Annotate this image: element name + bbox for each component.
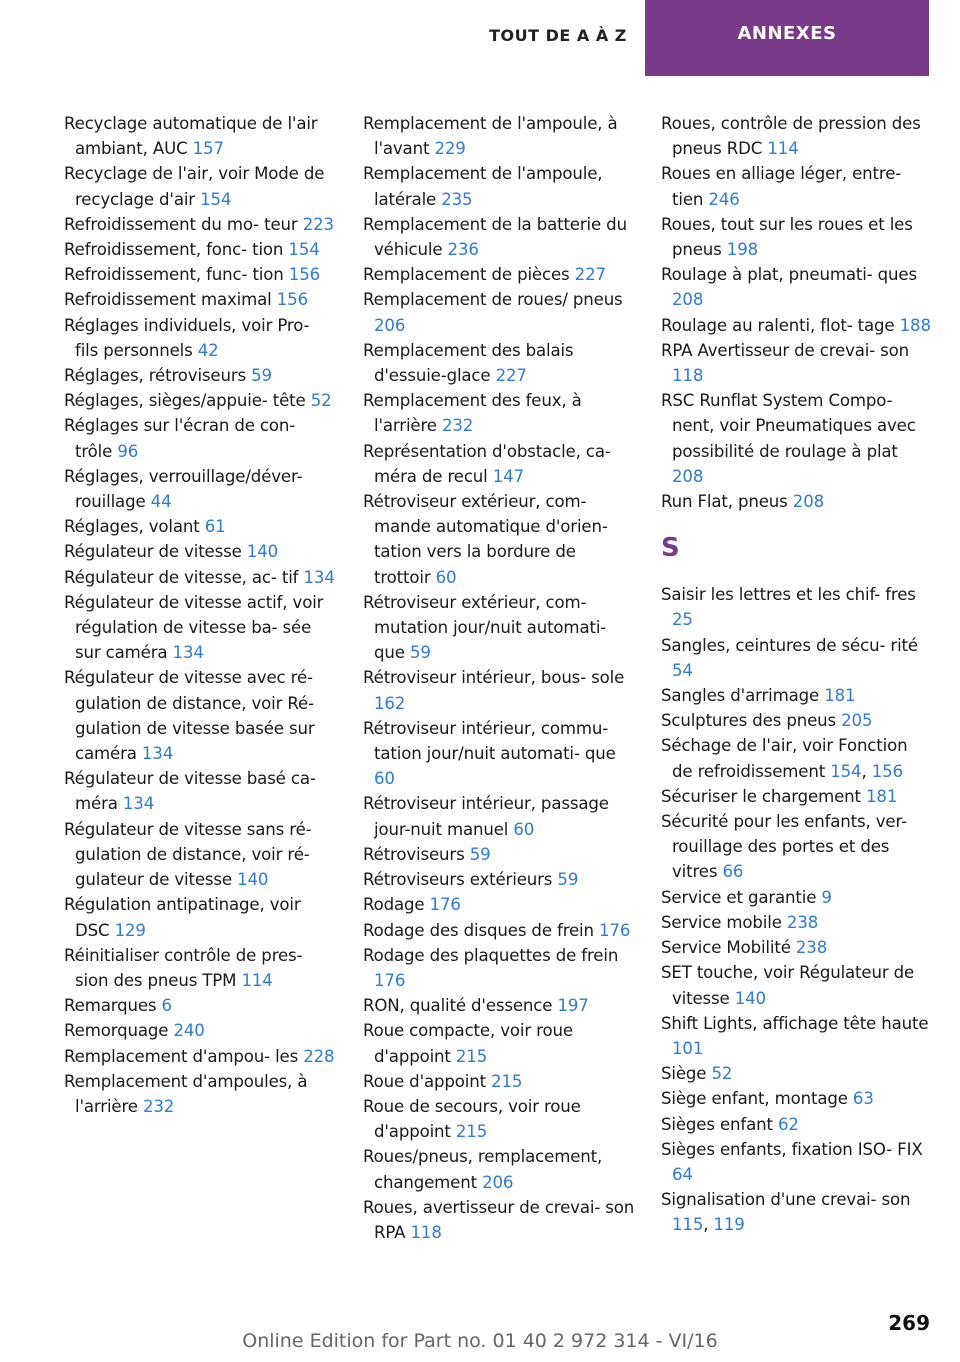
index-entry-text: Sangles d'arrimage — [661, 686, 825, 706]
page-reference-link[interactable]: 156 — [288, 265, 321, 285]
index-entry — [64, 943, 336, 993]
page-reference-link[interactable]: 118 — [410, 1222, 442, 1242]
index-entry — [363, 1018, 635, 1068]
page-reference-link[interactable]: 140 — [237, 870, 269, 890]
page-reference-link[interactable]: 197 — [557, 996, 589, 1016]
page-reference-link[interactable]: 115 — [672, 1215, 704, 1235]
page-reference-link[interactable]: 238 — [795, 938, 828, 958]
index-entry — [64, 287, 336, 312]
page-reference-link[interactable]: 60 — [435, 567, 457, 587]
index-entry — [661, 733, 933, 783]
index-entry — [363, 1094, 635, 1144]
page-reference-link[interactable]: 134 — [303, 567, 335, 587]
page-reference-link[interactable]: 64 — [672, 1164, 693, 1184]
index-entry — [363, 489, 635, 590]
index-entry-text: Signalisation d'une crevai- son — [661, 1190, 911, 1210]
index-entry-text: Remplacement d'ampoules, à l'arrière — [64, 1071, 308, 1116]
index-entry — [64, 413, 336, 463]
index-entry — [363, 918, 635, 943]
index-entry-text: Remorquage — [64, 1021, 174, 1041]
index-entry — [661, 683, 933, 708]
index-entry-text: Roues, tout sur les roues et les pneus — [661, 214, 913, 260]
page-reference-link[interactable]: 140 — [246, 542, 279, 562]
index-entry-text: Siège — [661, 1064, 712, 1084]
page-reference-link[interactable]: 232 — [441, 416, 474, 436]
index-entry-text: Sièges enfants, fixation ISO- FIX — [661, 1139, 923, 1159]
index-entry — [661, 1112, 933, 1137]
index-entry-text: Roues, avertisseur de crevai- son RPA — [363, 1197, 635, 1242]
page-reference-link[interactable]: 59 — [251, 366, 272, 386]
header-section-title: TOUT DE A À Z — [489, 26, 627, 45]
index-entry — [64, 514, 336, 539]
index-entry — [64, 993, 336, 1018]
page-reference-link[interactable]: 176 — [429, 895, 461, 915]
page-reference-link[interactable]: 6 — [161, 996, 172, 1016]
page-reference-link[interactable]: 227 — [574, 265, 606, 285]
index-entry — [661, 708, 933, 733]
index-entry-text: Remarques — [64, 996, 162, 1016]
index-entry — [64, 590, 336, 666]
page-reference-link[interactable]: 156 — [276, 290, 308, 310]
index-entry — [64, 892, 336, 942]
index-entry-text: Régulateur de vitesse — [64, 542, 247, 562]
index-entry-text: Réglages, sièges/appuie- tête — [64, 391, 311, 411]
page-reference-link[interactable]: 181 — [866, 786, 898, 806]
page-reference-link[interactable]: 140 — [734, 988, 766, 1008]
index-entry-text: Rodage — [363, 895, 430, 915]
page-reference-link[interactable]: 215 — [455, 1046, 488, 1066]
index-entry-text: Remplacement de roues/ pneus — [363, 290, 623, 310]
page-reference-link[interactable]: 198 — [726, 240, 759, 260]
index-entry — [363, 388, 635, 438]
index-entry — [661, 633, 933, 683]
index-entry — [661, 161, 933, 211]
index-entry-text: Service et garantie — [661, 887, 822, 907]
index-entry — [64, 212, 336, 237]
index-entry — [64, 1018, 336, 1043]
page-reference-link[interactable]: 129 — [114, 920, 146, 940]
page-ref-separator: , — [861, 761, 872, 781]
index-entry — [64, 464, 336, 514]
page-number: 269 — [888, 1311, 930, 1335]
page-reference-link[interactable]: 205 — [841, 711, 873, 731]
page-reference-link[interactable]: 63 — [852, 1089, 874, 1109]
index-entry-text: Rodage des plaquettes de frein — [363, 945, 619, 965]
index-entry — [363, 111, 635, 161]
page-reference-link[interactable]: 188 — [899, 315, 931, 335]
page-reference-link[interactable]: 206 — [482, 1172, 514, 1192]
page-reference-link[interactable]: 60 — [374, 769, 395, 789]
index-entry-text: Sécurité pour les enfants, ver- rouillage des portes et des vitres — [661, 812, 907, 882]
index-entry-text: Représentation d'obstacle, ca- méra de recul — [363, 441, 611, 486]
page-reference-link[interactable]: 44 — [150, 492, 172, 512]
index-column-2 — [363, 111, 635, 1245]
footer-edition-note: Online Edition for Part no. 01 40 2 972 314 - VI/16 — [242, 1330, 718, 1352]
index-entry-text: Roues/pneus, remplacement, changement — [363, 1147, 603, 1192]
index-entry-text: Sangles, ceintures de sécu- rité — [661, 635, 918, 655]
index-entry — [64, 817, 336, 893]
index-entry — [363, 161, 635, 211]
index-entry-text: Rétroviseurs — [363, 844, 470, 864]
index-entry-text: Réglages, verrouillage/déver- rouillage — [64, 466, 303, 512]
index-entry-text: Sculptures des pneus — [661, 711, 842, 731]
page-reference-link[interactable]: 52 — [711, 1064, 733, 1084]
page-reference-link[interactable]: 59 — [469, 844, 491, 864]
index-entry-text: Remplacement des feux, à l'arrière — [363, 391, 582, 436]
index-entry-text: Sécuriser le chargement — [661, 786, 867, 806]
page-reference-link[interactable]: 229 — [434, 139, 466, 159]
index-entry — [363, 842, 635, 867]
page-reference-link[interactable]: 208 — [672, 290, 704, 310]
page-reference-link[interactable]: 162 — [374, 693, 406, 713]
page-reference-link[interactable]: 176 — [599, 920, 631, 940]
index-entry — [661, 784, 933, 809]
index-section-letter: S — [661, 533, 680, 564]
index-entry — [64, 313, 336, 363]
page-reference-link[interactable]: 208 — [672, 466, 704, 486]
index-entry-text: Roue compacte, voir roue d'appoint — [363, 1021, 573, 1066]
index-column-1 — [64, 111, 336, 1119]
page-reference-link[interactable]: 206 — [374, 315, 406, 335]
index-entry — [661, 489, 933, 514]
index-entry — [363, 716, 635, 792]
page-reference-link[interactable]: 134 — [122, 794, 155, 814]
index-entry-text: Réglages, rétroviseurs — [64, 366, 252, 386]
page-reference-link[interactable]: 134 — [172, 643, 204, 663]
index-entry — [363, 943, 635, 993]
index-entry-text: Service Mobilité — [661, 938, 796, 958]
index-entry — [661, 960, 933, 1010]
index-entry — [363, 665, 635, 715]
index-entry-text: Séchage de l'air, voir Fonction de refroidissement — [661, 736, 908, 781]
index-entry-text: Rétroviseur extérieur, com- mutation jour/nuit automati- que — [363, 592, 607, 663]
index-entry-text: Run Flat, pneus — [661, 492, 793, 512]
index-entry — [661, 910, 933, 935]
index-entry — [661, 212, 933, 262]
page-reference-link[interactable]: 25 — [672, 610, 693, 630]
page-reference-link[interactable]: 238 — [786, 912, 819, 932]
index-entry — [64, 665, 336, 766]
page-reference-link[interactable]: 119 — [713, 1215, 745, 1235]
index-column-3 — [661, 111, 933, 1238]
page-reference-link[interactable]: 228 — [303, 1046, 335, 1066]
page-reference-link[interactable]: 114 — [767, 139, 799, 159]
index-entry-text: RSC Runflat System Compo- nent, voir Pneumatiques avec possibilité de roulage à plat — [661, 391, 916, 461]
page-reference-link[interactable]: 101 — [672, 1038, 704, 1058]
index-entry-text: Roues en alliage léger, entre- tien — [661, 164, 902, 209]
page-reference-link[interactable]: 236 — [447, 240, 479, 260]
page-reference-link[interactable]: 61 — [204, 517, 226, 537]
index-entry-text: Remplacement de l'ampoule, latérale — [363, 164, 603, 209]
index-entry — [64, 262, 336, 287]
index-entry — [64, 565, 336, 590]
index-entry-text: SET touche, voir Régulateur de vitesse — [661, 963, 915, 1008]
index-entry — [64, 111, 336, 161]
index-entry — [661, 809, 933, 885]
index-entry — [64, 237, 336, 262]
index-entry-text: Remplacement de pièces — [363, 265, 575, 285]
index-entry-text: Rétroviseur extérieur, com- mande automatique d'orien- tation vers la bordure de trottoir — [363, 492, 608, 587]
index-entry — [661, 582, 933, 632]
page-reference-link[interactable]: 156 — [871, 761, 903, 781]
page-reference-link[interactable]: 147 — [492, 466, 524, 486]
index-entry — [661, 1011, 933, 1061]
index-entry-text: Régulateur de vitesse actif, voir régulation de vitesse ba- sée sur caméra — [64, 592, 324, 663]
page-reference-link[interactable]: 42 — [197, 340, 219, 360]
page-reference-link[interactable]: 215 — [491, 1071, 523, 1091]
index-entry — [363, 892, 635, 917]
index-entry — [363, 867, 635, 892]
index-entry-text: Rétroviseur intérieur, commu- tation jour/nuit automati- que — [363, 718, 616, 764]
index-entry — [64, 1044, 336, 1069]
page-reference-link[interactable]: 215 — [455, 1122, 488, 1142]
index-entry-text: Régulateur de vitesse sans ré- gulation de distance, voir ré- gulateur de vitesse — [64, 819, 312, 890]
index-entry — [363, 1195, 635, 1245]
page-reference-link[interactable]: 54 — [672, 660, 693, 680]
index-entry-text: Refroidissement, func- tion — [64, 265, 289, 285]
index-entry-text: Roue d'appoint — [363, 1071, 492, 1091]
index-entry — [661, 1187, 933, 1237]
page-reference-link[interactable]: 59 — [557, 870, 579, 890]
index-entry — [661, 1086, 933, 1111]
index-entry — [64, 1069, 336, 1119]
page-reference-link[interactable]: 60 — [513, 819, 535, 839]
index-entry-text: Refroidissement, fonc- tion — [64, 240, 289, 260]
page-reference-link[interactable]: 96 — [117, 441, 139, 461]
page-reference-link[interactable]: 235 — [441, 189, 473, 209]
page-reference-link[interactable]: 118 — [672, 366, 704, 386]
index-entry-text: Roue de secours, voir roue d'appoint — [363, 1096, 581, 1142]
page-reference-link[interactable]: 59 — [409, 643, 431, 663]
index-entry — [661, 935, 933, 960]
index-entry — [661, 388, 933, 489]
index-entry — [64, 161, 336, 211]
page-reference-link[interactable]: 154 — [288, 240, 320, 260]
index-entry-text: Refroidissement maximal — [64, 290, 277, 310]
index-entry — [661, 111, 933, 161]
page-reference-link[interactable]: 66 — [722, 862, 744, 882]
index-entry-text: RON, qualité d'essence — [363, 996, 558, 1016]
index-entry — [363, 262, 635, 287]
index-entry — [661, 885, 933, 910]
index-entry — [363, 212, 635, 262]
index-entry — [661, 262, 933, 312]
index-entry-text: Shift Lights, affichage tête haute — [661, 1013, 929, 1033]
index-entry — [363, 1069, 635, 1094]
index-entry-text: Refroidissement du mo- teur — [64, 214, 303, 234]
page-reference-link[interactable]: 176 — [374, 970, 406, 990]
index-entry-text: Remplacement de la batterie du véhicule — [363, 214, 627, 260]
index-entry — [363, 993, 635, 1018]
index-entry-text: Sièges enfant — [661, 1114, 778, 1134]
page-ref-separator: , — [703, 1215, 714, 1235]
header-chapter-tab[interactable]: ANNEXES — [645, 0, 929, 76]
index-entry — [64, 539, 336, 564]
index-entry — [64, 766, 336, 816]
index-entry — [661, 338, 933, 388]
page-reference-link[interactable]: 246 — [708, 189, 740, 209]
page-reference-link[interactable]: 223 — [302, 214, 334, 234]
index-entry-text: Service mobile — [661, 912, 787, 932]
index-entry-text: Saisir les lettres et les chif- fres — [661, 585, 916, 605]
page-reference-link[interactable]: 114 — [241, 970, 273, 990]
page-reference-link[interactable]: 227 — [495, 366, 527, 386]
index-entry-text: Roues, contrôle de pression des pneus RDC — [661, 114, 921, 159]
index-entry-text: RPA Avertisseur de crevai- son — [661, 340, 910, 360]
index-entry-text: Roulage au ralenti, flot- tage — [661, 315, 900, 335]
page-reference-link[interactable]: 154 — [200, 189, 232, 209]
index-entry-text: Recyclage de l'air, voir Mode de recyclage d'air — [64, 164, 325, 209]
index-entry — [363, 287, 635, 337]
index-entry-text: Réglages, volant — [64, 517, 205, 537]
index-entry — [661, 1137, 933, 1187]
index-entry-text: Remplacement de l'ampoule, à l'avant — [363, 114, 618, 159]
page-reference-link[interactable]: 157 — [192, 139, 224, 159]
page-reference-link[interactable]: 240 — [173, 1021, 205, 1041]
index-entry-text: Rodage des disques de frein — [363, 920, 600, 940]
index-entry-text: Rétroviseur intérieur, bous- sole — [363, 668, 625, 688]
index-entry — [363, 590, 635, 666]
index-entry — [363, 338, 635, 388]
index-entry-text: Régulateur de vitesse, ac- tif — [64, 567, 304, 587]
index-entry-text: Réglages individuels, voir Pro- fils personnels — [64, 315, 310, 360]
index-entry-text: Régulation antipatinage, voir DSC — [64, 895, 301, 940]
index-entry-text: Régulateur de vitesse basé ca- méra — [64, 769, 316, 814]
page-reference-link[interactable]: 52 — [310, 391, 332, 411]
index-entry — [363, 439, 635, 489]
index-entry-text: Remplacement d'ampou- les — [64, 1046, 304, 1066]
page-reference-link[interactable]: 134 — [141, 744, 174, 764]
index-entry-text: Remplacement des balais d'essuie-glace — [363, 340, 574, 386]
index-entry — [661, 1061, 933, 1086]
index-entry — [363, 1144, 635, 1194]
index-entry-text: Réglages sur l'écran de con- trôle — [64, 416, 296, 461]
index-entry-text: Régulateur de vitesse avec ré- gulation de distance, voir Ré- gulation de vitesse basée sur caméra — [64, 668, 315, 764]
index-entry-text: Rétroviseur intérieur, passage jour-nuit manuel — [363, 794, 609, 839]
index-entry-text: Réinitialiser contrôle de pres- sion des pneus TPM — [64, 945, 303, 990]
index-entry-text: Roulage à plat, pneumati- ques — [661, 265, 917, 285]
index-entry — [661, 313, 933, 338]
page-reference-link[interactable]: 181 — [824, 686, 856, 706]
page-reference-link[interactable]: 208 — [792, 492, 825, 512]
page-reference-link[interactable]: 154 — [830, 761, 862, 781]
page-reference-link[interactable]: 232 — [142, 1096, 175, 1116]
index-entry — [363, 791, 635, 841]
page-reference-link[interactable]: 9 — [821, 887, 832, 907]
index-entry-text: Siège enfant, montage — [661, 1089, 853, 1109]
page-reference-link[interactable]: 62 — [777, 1114, 799, 1134]
index-entry-text: Recyclage automatique de l'air ambiant, AUC — [64, 114, 318, 159]
index-entry — [64, 363, 336, 388]
index-entry — [64, 388, 336, 413]
index-entry-text: Rétroviseurs extérieurs — [363, 870, 558, 890]
